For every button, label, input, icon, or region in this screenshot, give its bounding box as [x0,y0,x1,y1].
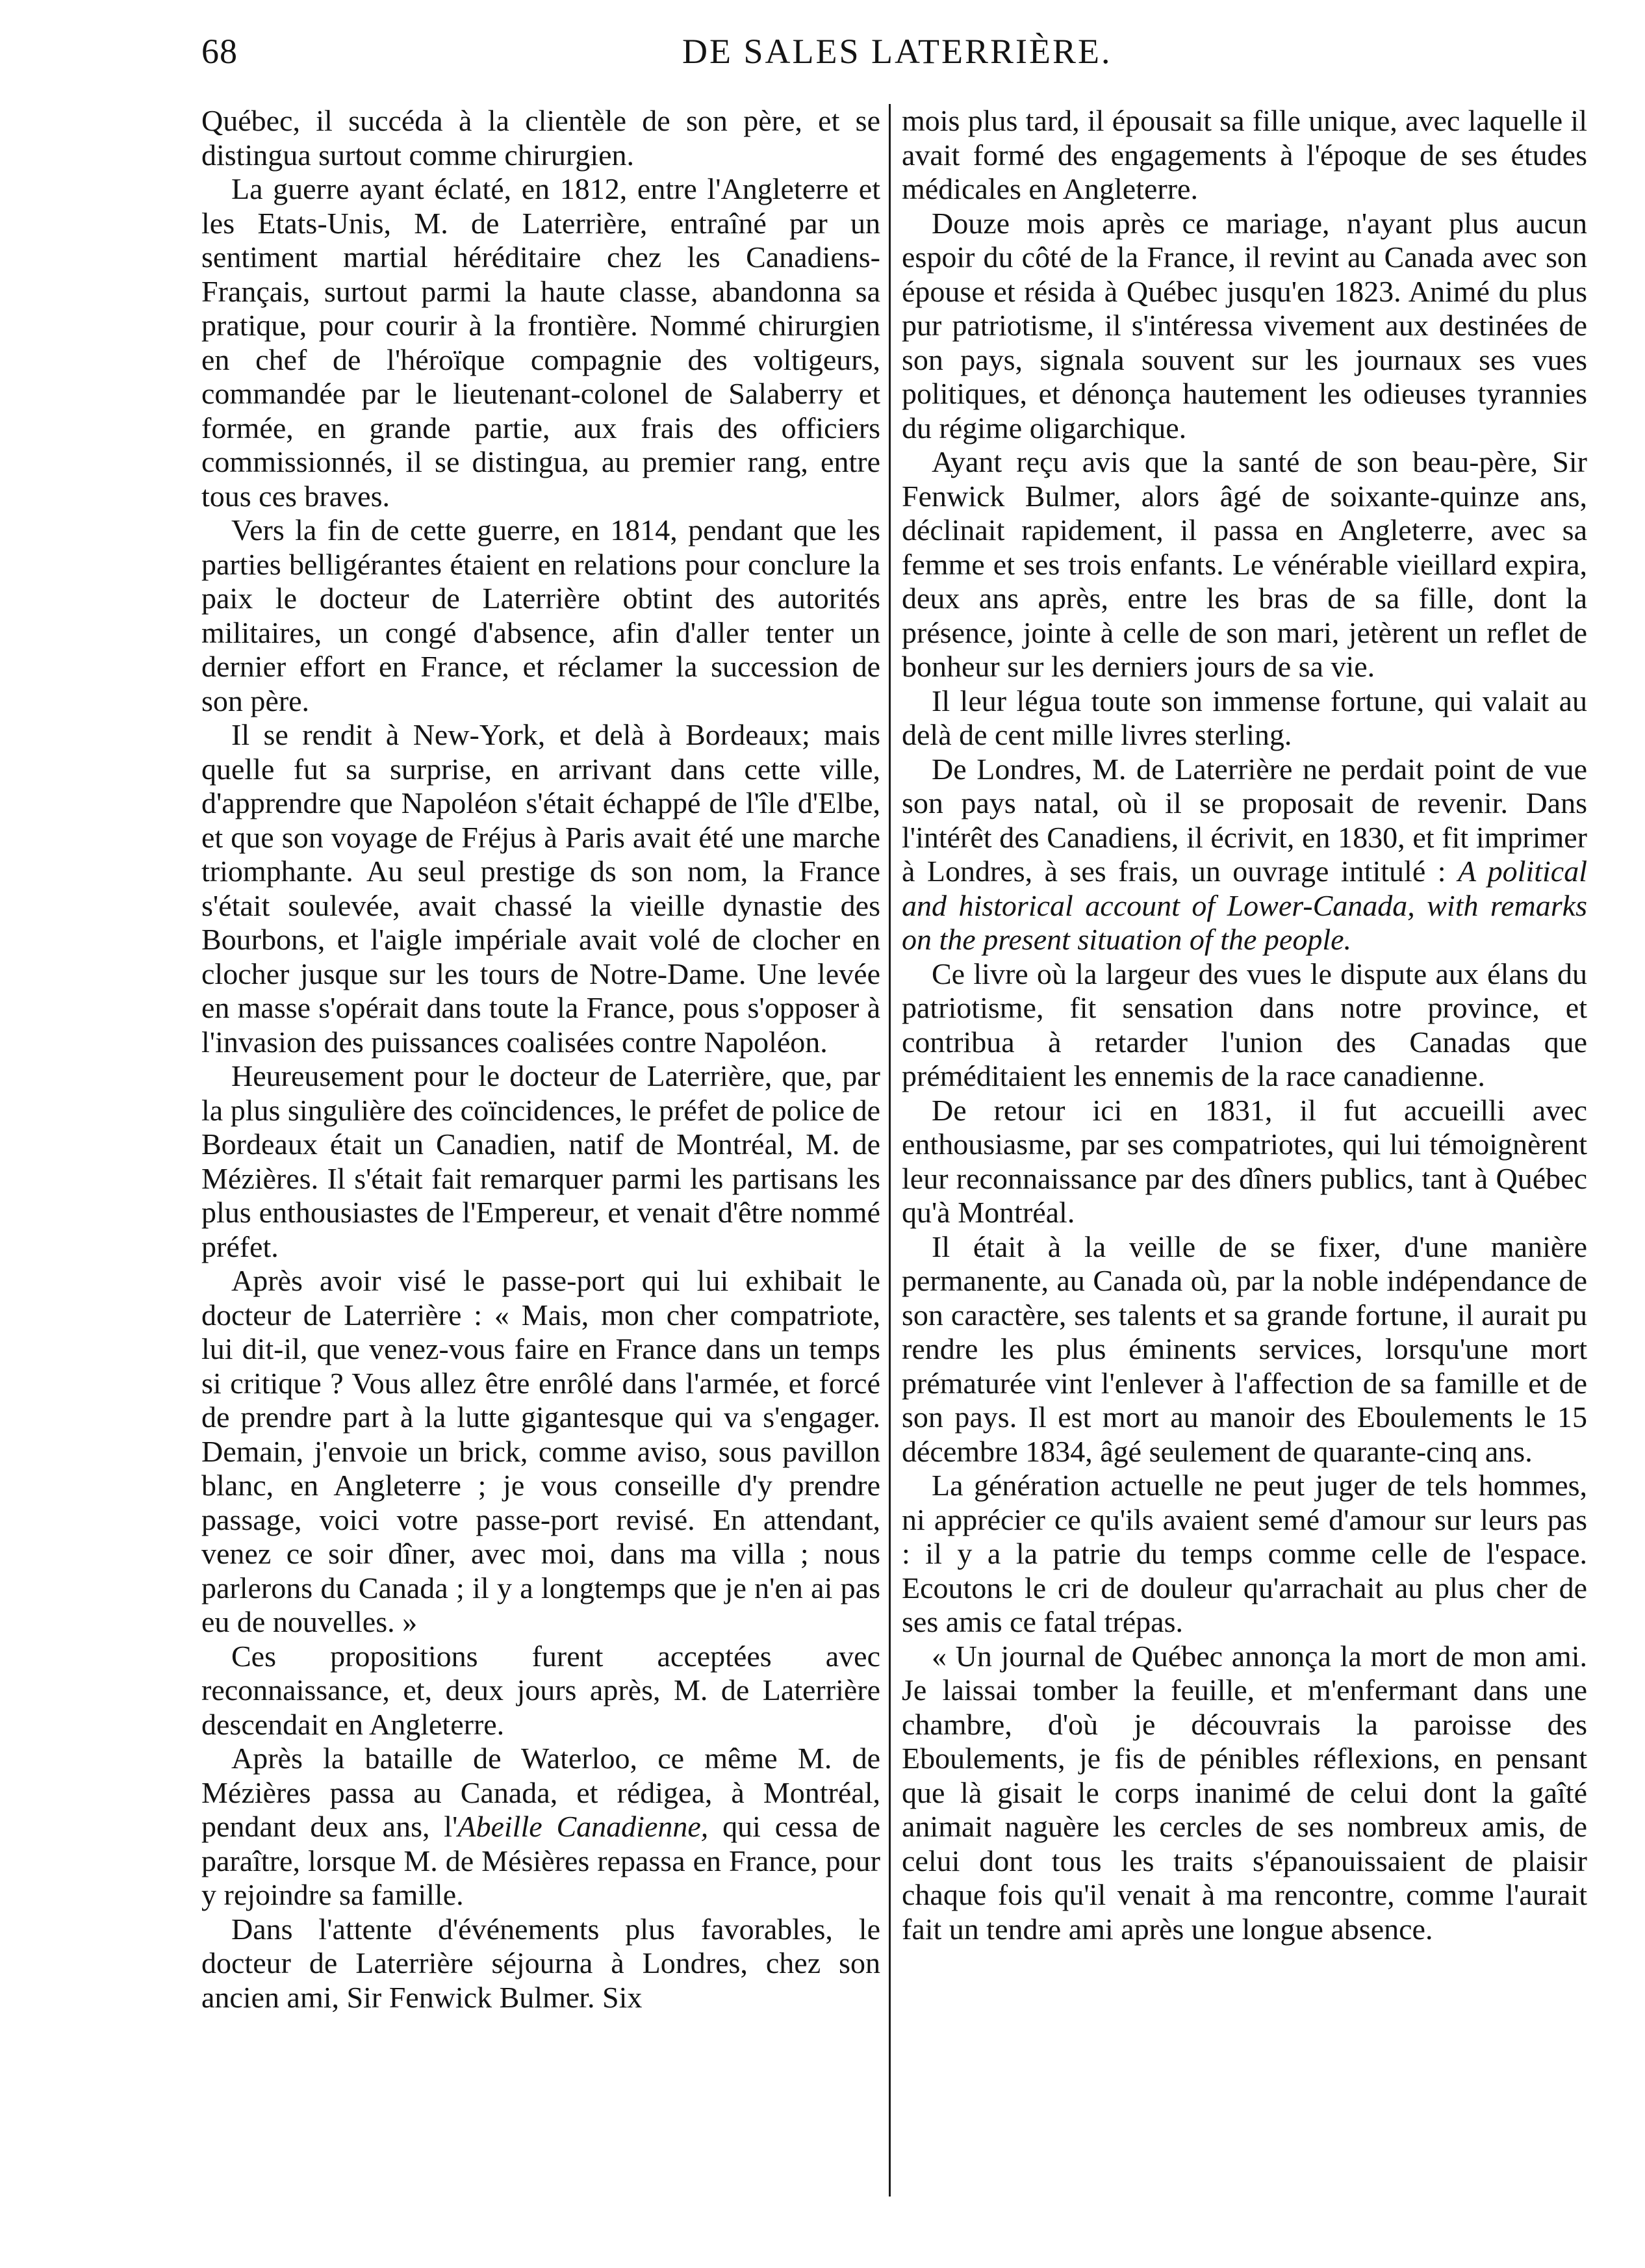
text-run: qui cessa de paraître, lorsque M. de Mésières repassa en France, pour y rejoindre sa famille. [201,1810,880,1911]
left-column [201,104,880,2203]
paragraph: La guerre ayant éclaté, en 1812, entre l'Angleterre et les Etats-Unis, M. de Laterrière, entraîné par un sentiment martial héréditaire chez les Canadiens-Français, surtout parmi la haute classe, abandonna sa pratique, pour courir à la frontière. Nommé chirurgien en chef de l'héroïque compagnie des voltigeurs, commandée par le lieutenant-colonel de Salaberry et formée, en grande partie, aux frais des officiers commissionnés, il se distingua, au premier rang, entre tous ces braves. [201,172,880,513]
column-divider [889,104,891,2197]
page-number: 68 [201,32,238,71]
paragraph: Il leur légua toute son immense fortune, qui valait au delà de cent mille livres sterling. [902,684,1587,751]
paragraph [902,753,1587,957]
paragraph: La génération actuelle ne peut juger de tels hommes, ni apprécier ce qu'ils avaient semé d'amour sur leurs pas : il y a la patrie du temps comme celle de l'espace. Ecoutons le cri de douleur qu'arrachait au plus cher de ses amis ce fatal trépas. [902,1469,1587,1638]
journal-title: Abeille Canadienne, [457,1810,709,1843]
paragraph: Heureusement pour le docteur de Laterrière, que, par la plus singulière des coïncidences, le préfet de police de Bordeaux était un Canadien, natif de Montréal, M. de Mézières. Il s'était fait remarquer parmi les partisans les plus enthousiastes de l'Empereur, et venait d'être nommé préfet. [201,1059,880,1263]
right-column [902,104,1587,2203]
paragraph: Après avoir visé le passe-port qui lui exhibait le docteur de Laterrière : « Mais, mon cher compatriote, lui dit-il, que venez-vous faire en France dans un temps si critique ? Vous allez être enrôlé dans l'armée, et forcé de prendre part à la lutte gigantesque qui va s'engager. Demain, j'envoie un brick, comme aviso, sous pavillon blanc, en Angleterre ; je vous conseille d'y prendre passage, voici votre passe-port revisé. En attendant, venez ce soir dîner, avec moi, dans ma villa ; nous parlerons du Canada ; il y a longtemps que je n'en ai pas eu de nouvelles. » [201,1264,880,1638]
paragraph: mois plus tard, il épousait sa fille unique, avec laquelle il avait formé des engagements à l'époque de ses études médicales en Angleterre. [902,104,1587,205]
paragraph: Ce livre où la largeur des vues le dispute aux élans du patriotisme, fit sensation dans notre province, et contribua à retarder l'union des Canadas que préméditaient les ennemis de la race canadienne. [902,957,1587,1092]
book-title: A political and historical account of Lower-Canada, with remarks on the present situation of the people. [902,855,1587,956]
paragraph: Il se rendit à New-York, et delà à Bordeaux; mais quelle fut sa surprise, en arrivant dans cette ville, d'apprendre que Napoléon s'était échappé de l'île d'Elbe, et que son voyage de Fréjus à Paris avait été une marche triomphante. Au seul prestige ds son nom, la France s'était soulevée, avait chassé la vieille dynastie des Bourbons, et l'aigle impériale avait volé de clocher en clocher jusque sur les tours de Notre-Dame. Une levée en masse s'opérait dans toute la France, pous s'opposer à l'invasion des puissances coalisées contre Napoléon. [201,718,880,1059]
page-header [201,31,1241,83]
paragraph [201,1742,880,1913]
paragraph: De retour ici en 1831, il fut accueilli avec enthousiasme, par ses compatriotes, qui lui témoignèrent leur reconnaissance par des dîners publics, tant à Québec qu'à Montréal. [902,1093,1587,1229]
paragraph: Dans l'attente d'événements plus favorables, le docteur de Laterrière séjourna à Londres, chez son ancien ami, Sir Fenwick Bulmer. Six [201,1912,880,2014]
paragraph: « Un journal de Québec annonça la mort de mon ami. Je laissai tomber la feuille, et m'enfermant dans une chambre, d'où je découvrais la paroisse des Eboulements, je fis de pénibles réflexions, en pensant que là gisait le corps inanimé de celui dont la gaîté animait naguère les cercles de ses nombreux amis, de celui dont tous les traits s'épanouissaient de plaisir chaque fois qu'il venait à ma rencontre, comme l'aurait fait un tendre ami après une longue absence. [902,1639,1587,1946]
paragraph: Québec, il succéda à la clientèle de son père, et se distingua surtout comme chirurgien. [201,104,880,172]
paragraph: Ces propositions furent acceptées avec reconnaissance, et, deux jours après, M. de Laterrière descendait en Angleterre. [201,1639,880,1741]
paragraph: Douze mois après ce mariage, n'ayant plus aucun espoir du côté de la France, il revint au Canada avec son épouse et résida à Québec jusqu'en 1823. Animé du plus pur patriotisme, il s'intéressa vivement aux destinées de son pays, signala souvent sur les journaux ses vues politiques, et dénonça hautement les odieuses tyrannies du régime oligarchique. [902,206,1587,445]
text-run: De Londres, M. de Laterrière ne perdait point de vue son pays natal, où il se proposait de revenir. Dans l'intérêt des Canadiens, il écrivit, en 1830, et fit imprimer à Londres, à ses frais, un ouvrage intitulé : [902,752,1587,888]
paragraph: Il était à la veille de se fixer, d'une manière permanente, au Canada où, par la noble indépendance de son caractère, ses talents et sa grande fortune, il aurait pu rendre les plus éminents services, lorsqu'une mort prématurée vint l'enlever à l'affection de sa famille et de son pays. Il est mort au manoir des Eboulements le 15 décembre 1834, âgé seulement de quarante-cinq ans. [902,1230,1587,1468]
paragraph: Vers la fin de cette guerre, en 1814, pendant que les parties belligérantes étaient en relations pour conclure la paix le docteur de Laterrière obtint des autorités militaires, un congé d'absence, afin d'aller tenter un dernier effort en France, et réclamer la succession de son père. [201,513,880,717]
paragraph: Ayant reçu avis que la santé de son beau-père, Sir Fenwick Bulmer, alors âgé de soixante-quinze ans, déclinait rapidement, il passa en Angleterre, avec sa femme et ses trois enfants. Le vénérable vieillard expira, deux ans après, entre les bras de sa fille, dont la présence, jointe à celle de son mari, jetèrent un reflet de bonheur sur les derniers jours de sa vie. [902,445,1587,683]
text-run: Après la bataille de Waterloo, ce même M. de Mézières passa au Canada, et rédigea, à Montréal, pendant deux ans, l' [201,1742,880,1843]
running-head: DE SALES LATERRIÈRE. [682,32,1112,71]
